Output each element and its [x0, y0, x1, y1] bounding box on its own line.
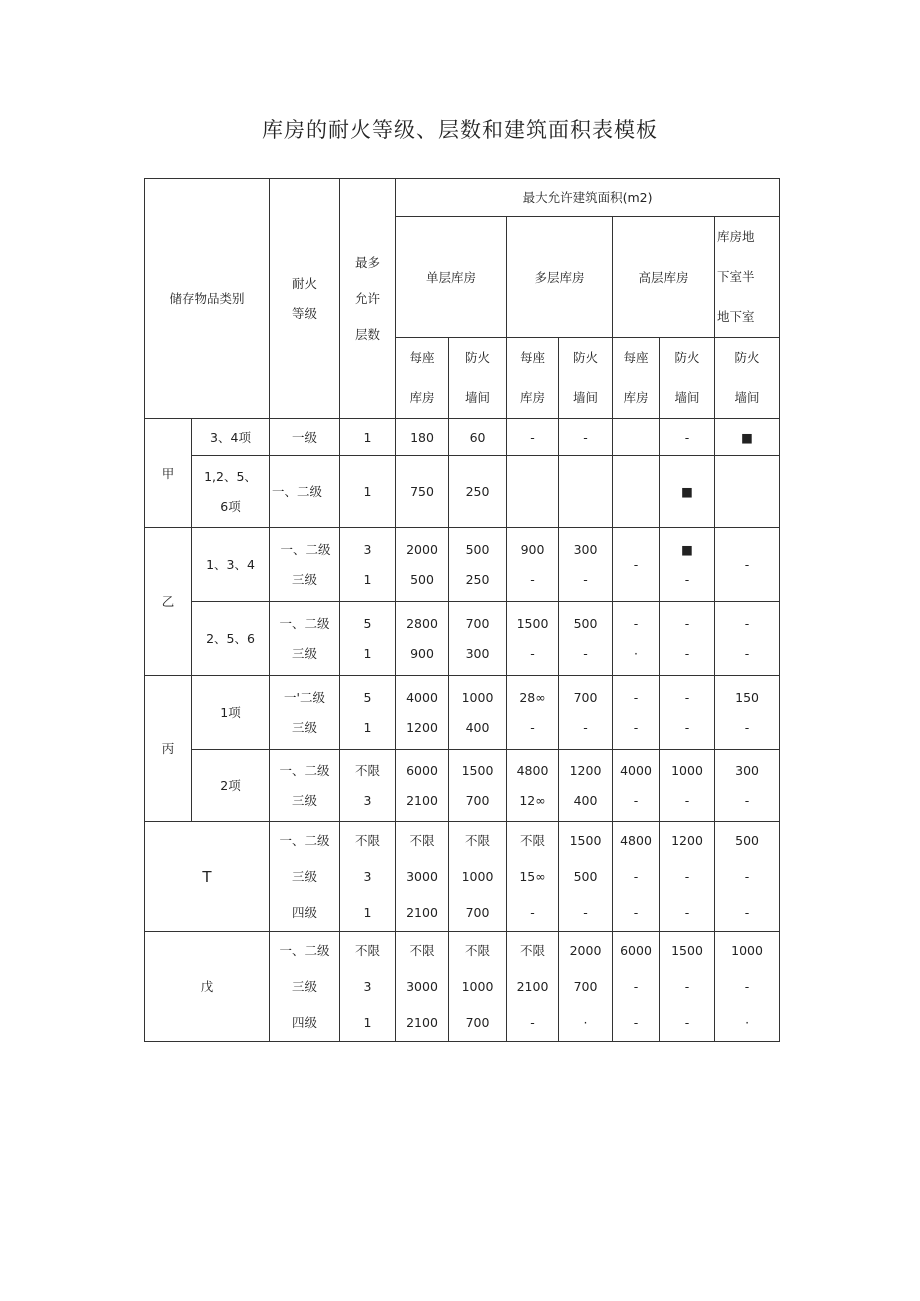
basement-firewall: ■	[715, 419, 780, 456]
header-category: 储存物品类别	[145, 179, 270, 419]
high-firewall: - -	[660, 602, 715, 676]
page-title: 库房的耐火等级、层数和建筑面积表模板	[262, 118, 658, 142]
basement-firewall: 1000 - ·	[715, 932, 780, 1042]
high-firewall: 1000 -	[660, 750, 715, 822]
single-firewall: 1500 700	[449, 750, 507, 822]
header-basement-firewall: 防火 墙间	[715, 338, 780, 419]
grade: 一、二级 三级	[270, 528, 340, 602]
basement-firewall: 300 -	[715, 750, 780, 822]
floors: 不限 3	[340, 750, 396, 822]
single-per-building: 4000 1200	[396, 676, 449, 750]
grade: 一、二级	[270, 456, 340, 528]
header-high-per-building: 每座 库房	[613, 338, 660, 419]
multi-firewall: -	[559, 419, 613, 456]
header-max-floors: 最多 允许 层数	[340, 179, 396, 419]
grade: 一、二级 三级 四级	[270, 822, 340, 932]
multi-per-building: 4800 12∞	[507, 750, 559, 822]
header-single-per-building: 每座 库房	[396, 338, 449, 419]
single-per-building: 750	[396, 456, 449, 528]
grade: 一、二级 三级	[270, 602, 340, 676]
basement-firewall: 500 - -	[715, 822, 780, 932]
category-yi: 乙	[145, 528, 192, 676]
high-firewall: ■ -	[660, 528, 715, 602]
subcategory: 1、3、4	[192, 528, 270, 602]
high-firewall: 1500 - -	[660, 932, 715, 1042]
table-row	[145, 602, 780, 676]
multi-per-building: 不限 2100 -	[507, 932, 559, 1042]
multi-firewall: 1200 400	[559, 750, 613, 822]
grade: 一级	[270, 419, 340, 456]
basement-firewall: 150 -	[715, 676, 780, 750]
multi-firewall: 300 -	[559, 528, 613, 602]
single-per-building: 2000 500	[396, 528, 449, 602]
multi-firewall	[559, 456, 613, 528]
multi-per-building: 不限 15∞ -	[507, 822, 559, 932]
subcategory: 2、5、6	[192, 602, 270, 676]
high-per-building: - -	[613, 676, 660, 750]
header-multi-per-building: 每座 库房	[507, 338, 559, 419]
header-basement: 库房地 下室半 地下室	[715, 217, 780, 338]
basement-firewall: -	[715, 528, 780, 602]
subcategory: 1,2、5、 6项	[192, 456, 270, 528]
high-firewall: - -	[660, 676, 715, 750]
table-row	[145, 676, 780, 750]
single-firewall: 500 250	[449, 528, 507, 602]
table-row	[145, 750, 780, 822]
grade: 一'二级 三级	[270, 676, 340, 750]
multi-per-building: 28∞ -	[507, 676, 559, 750]
multi-per-building: 1500 -	[507, 602, 559, 676]
multi-firewall: 2000 700 ·	[559, 932, 613, 1042]
multi-firewall: 500 -	[559, 602, 613, 676]
header-multi-storey: 多层库房	[507, 217, 613, 338]
subcategory: 2项	[192, 750, 270, 822]
single-per-building: 不限 3000 2100	[396, 932, 449, 1042]
high-per-building	[613, 419, 660, 456]
table-row	[145, 822, 780, 932]
category-bing: 丙	[145, 676, 192, 822]
multi-per-building	[507, 456, 559, 528]
high-per-building: -	[613, 528, 660, 602]
single-firewall: 60	[449, 419, 507, 456]
multi-per-building: 900 -	[507, 528, 559, 602]
floors: 1	[340, 456, 396, 528]
high-per-building: - ·	[613, 602, 660, 676]
single-per-building: 不限 3000 2100	[396, 822, 449, 932]
grade: 一、二级 三级 四级	[270, 932, 340, 1042]
high-firewall: ■	[660, 456, 715, 528]
fire-rating-table	[144, 178, 780, 1042]
subcategory: 3、4项	[192, 419, 270, 456]
single-per-building: 2800 900	[396, 602, 449, 676]
floors: 5 1	[340, 602, 396, 676]
table-row	[145, 419, 780, 456]
high-per-building	[613, 456, 660, 528]
high-per-building: 4800 - -	[613, 822, 660, 932]
single-firewall: 700 300	[449, 602, 507, 676]
basement-firewall: - -	[715, 602, 780, 676]
subcategory: 1项	[192, 676, 270, 750]
floors: 3 1	[340, 528, 396, 602]
floors: 1	[340, 419, 396, 456]
basement-firewall	[715, 456, 780, 528]
header-high-firewall: 防火 墙间	[660, 338, 715, 419]
single-per-building: 180	[396, 419, 449, 456]
header-high-rise: 高层库房	[613, 217, 715, 338]
category-ding: T	[145, 822, 270, 932]
header-fire-rating: 耐火 等级	[270, 179, 340, 419]
floors: 5 1	[340, 676, 396, 750]
floors: 不限 3 1	[340, 932, 396, 1042]
high-firewall: -	[660, 419, 715, 456]
header-single-firewall: 防火 墙间	[449, 338, 507, 419]
header-multi-firewall: 防火 墙间	[559, 338, 613, 419]
multi-firewall: 700 -	[559, 676, 613, 750]
high-per-building: 6000 - -	[613, 932, 660, 1042]
single-per-building: 6000 2100	[396, 750, 449, 822]
multi-firewall: 1500 500 -	[559, 822, 613, 932]
category-jia: 甲	[145, 419, 192, 528]
table-row	[145, 528, 780, 602]
single-firewall: 不限 1000 700	[449, 822, 507, 932]
multi-per-building: -	[507, 419, 559, 456]
single-firewall: 不限 1000 700	[449, 932, 507, 1042]
floors: 不限 3 1	[340, 822, 396, 932]
table-row	[145, 456, 780, 528]
high-per-building: 4000 -	[613, 750, 660, 822]
table-row	[145, 932, 780, 1042]
high-firewall: 1200 - -	[660, 822, 715, 932]
single-firewall: 250	[449, 456, 507, 528]
header-single-storey: 单层库房	[396, 217, 507, 338]
category-wu: 戊	[145, 932, 270, 1042]
grade: 一、二级 三级	[270, 750, 340, 822]
single-firewall: 1000 400	[449, 676, 507, 750]
header-max-area: 最大允许建筑面积(m2)	[396, 179, 780, 217]
